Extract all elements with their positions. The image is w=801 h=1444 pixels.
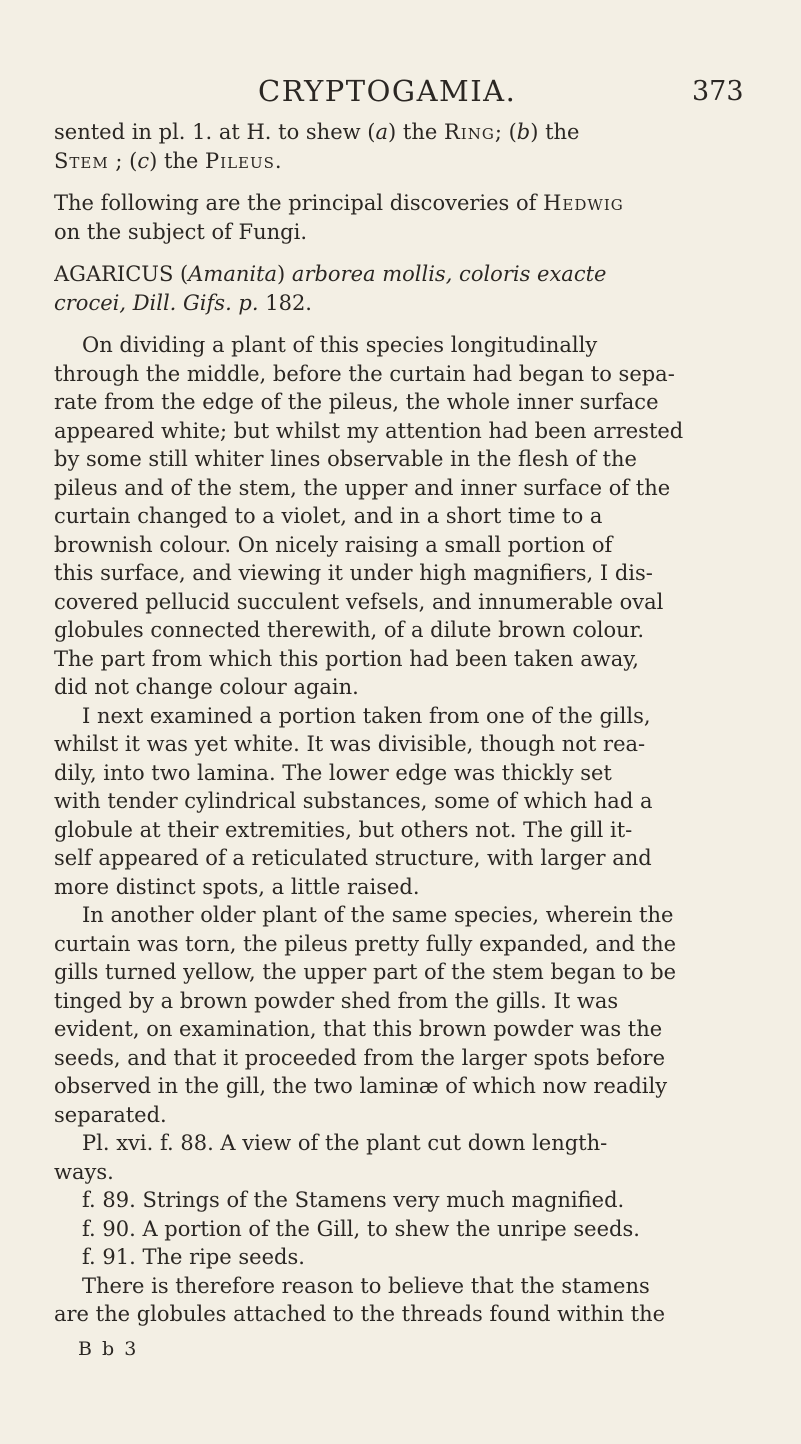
text-line: did not change colour again. [54,675,359,699]
text-line: dily, into two lamina. The lower edge was thickly set [54,760,612,785]
text-line: through the middle, before the curtain had began to sepa- [54,361,675,386]
text-line: The part from which this portion had been taken away, [54,646,639,671]
text-line: with tender cylindrical substances, some of which had a [54,789,653,813]
text-line: curtain changed to a violet, and in a short time to a [54,504,603,528]
figure-reference: f. 91. The ripe seeds. [82,1245,305,1269]
body-text [54,118,746,1329]
text-line: globules connected therewith, of a dilute brown colour. [54,618,645,642]
text-line: pileus and of the stem, the upper and inner surface of the [54,475,671,500]
text-line: curtain was torn, the pileus pretty fully expanded, and the [54,931,677,956]
text-line: The following are the principal discoveries of Hedwig [54,191,624,215]
text-line: Stem ; (c) the Pileus. [54,148,282,173]
text-line: observed in the gill, the two laminæ of which now readily [54,1074,668,1098]
text-line: are the globules attached to the threads found within the [54,1302,666,1326]
text-line: by some still whiter lines observable in the flesh of the [54,447,637,471]
figure-reference: ways. [54,1159,114,1184]
text-line: rate from the edge of the pileus, the whole inner surface [54,390,659,414]
page-header [0,74,801,114]
text-line: sented in pl. 1. at H. to shew (a) the Ring; (b) the [54,120,580,144]
species-heading: AGARICUS (Amanita) arborea mollis, coloris exacte [54,262,607,286]
text-line: this surface, and viewing it under high magnifiers, I dis- [54,561,653,585]
text-line: evident, on examination, that this brown powder was the [54,1017,663,1041]
text-line: whilst it was yet white. It was divisible, though not rea- [54,732,646,756]
running-head: CRYPTOGAMIA. [258,74,517,108]
signature-mark: B b 3 [78,1338,139,1360]
text-line: seeds, and that it proceeded from the larger spots before [54,1045,665,1070]
text-line: appeared white; but whilst my attention had been arrested [54,418,684,443]
text-line: self appeared of a reticulated structure, with larger and [54,846,652,870]
species-heading: crocei, Dill. Gifs. p. 182. [54,290,312,315]
text-line: globule at their extremities, but others not. The gill it- [54,817,633,842]
text-line: I next examined a portion taken from one of the gills, [82,703,651,728]
text-line: In another older plant of the same species, wherein the [82,903,674,927]
text-line: more distinct spots, a little raised. [54,874,420,899]
text-line: There is therefore reason to believe that the stamens [82,1273,650,1298]
paragraph-gap [54,317,746,331]
figure-reference: Pl. xvi. f. 88. A view of the plant cut down length- [82,1131,608,1155]
paragraph-gap [54,175,746,189]
text-line: tinged by a brown powder shed from the gills. It was [54,988,619,1013]
figure-reference: f. 90. A portion of the Gill, to shew the unripe seeds. [82,1216,640,1241]
text-line: On dividing a plant of this species longitudinally [82,333,598,357]
text-line: on the subject of Fungi. [54,219,308,244]
page-number: 373 [692,76,744,107]
text-line: gills turned yellow, the upper part of the stem began to be [54,960,677,984]
paragraph-gap [54,246,746,260]
text-line: covered pellucid succulent vefsels, and innumerable oval [54,589,664,614]
text-line: brownish colour. On nicely raising a small portion of [54,532,613,557]
text-line: separated. [54,1102,167,1127]
figure-reference: f. 89. Strings of the Stamens very much magnified. [82,1188,625,1212]
